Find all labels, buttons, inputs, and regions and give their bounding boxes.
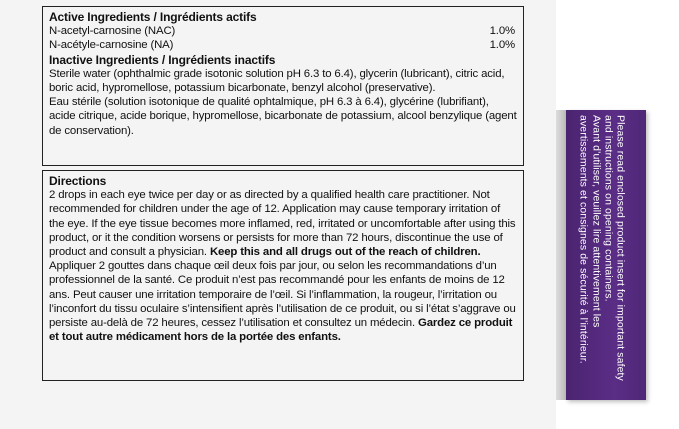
ingredients-panel (42, 6, 524, 166)
directions-en-text: 2 drops in each eye twice per day or as directed by a qualified health care practitioner. Not recommended for children under the age of 12. Application may cause temporary irritation of the eye. If the eye tissue becomes more inflamed, red, irritated or uncomfortable after using this product, or it the condition worsens or persists for more than 72 hours, discontinue the use of product and consult a physician. (49, 189, 516, 259)
active-ingredient-percent: 1.0% (489, 25, 515, 38)
directions-panel (42, 170, 524, 381)
active-ingredient-row (49, 24, 517, 38)
directions-fr (49, 259, 517, 344)
active-ingredient-name: N-acétyle-carnosine (NA) (49, 39, 174, 52)
active-ingredients-heading: Active Ingredients / Ingrédients actifs (49, 10, 257, 24)
directions-fr-warning: Gardez ce produit et tout autre médicament hors de la portée des enfants. (49, 317, 513, 344)
directions-en (49, 188, 517, 259)
directions-heading: Directions (49, 174, 107, 188)
active-ingredient-name: N-acetyl-carnosine (NAC) (49, 25, 176, 38)
active-ingredient-percent: 1.0% (489, 39, 515, 52)
directions-en-warning: Keep this and all drugs out of the reach of children. (209, 246, 481, 259)
inactive-ingredients-heading: Inactive Ingredients / Ingrédients inactifs (49, 52, 276, 67)
box-side-edge (556, 110, 566, 400)
side-panel-notice (578, 115, 627, 395)
active-ingredient-row (49, 38, 517, 52)
side-notice-en: Please read enclosed product insert for important safety and instructions on opening containers. (602, 115, 627, 381)
inactive-ingredients-en: Sterile water (ophthalmic grade isotonic solution pH 6.3 to 6.4), glycerin (lubricant), citric acid, boric acid, hypromellose, potassium bicarbonate, benzyl alcohol (preservative). (49, 67, 505, 95)
side-notice-fr: Avant d’utiliser, veuillez lire attentivement les avertissements et consignes de sécurité à l’intérieur. (577, 115, 602, 364)
inactive-ingredients-fr: Eau stérile (solution isotonique de qualité ophtalmique, pH 6.3 à 6.4), glycérine (lubrifiant), acide citrique, acide borique, hypromellose, bicarbonate de potassium, alcool benzylique (agent de conservation). (49, 96, 517, 137)
directions-fr-text: Appliquer 2 gouttes dans chaque œil deux fois par jour, ou selon les recommandations d’un professionnel de la santé. Ce produit n’est pas recommandé pour les enfants de moins de 12 ans. Peut causer une irritation temporaire de l’œil. Si l’inflammation, la rougeur, l’irritation ou l’inconfort du tissu oculaire s’intensifient après l’utilisation de ce produit, ou si l’état s’aggrave ou persiste au-delà de 72 heures, cessez l’utilisation et consultez un médecin. (49, 260, 516, 330)
